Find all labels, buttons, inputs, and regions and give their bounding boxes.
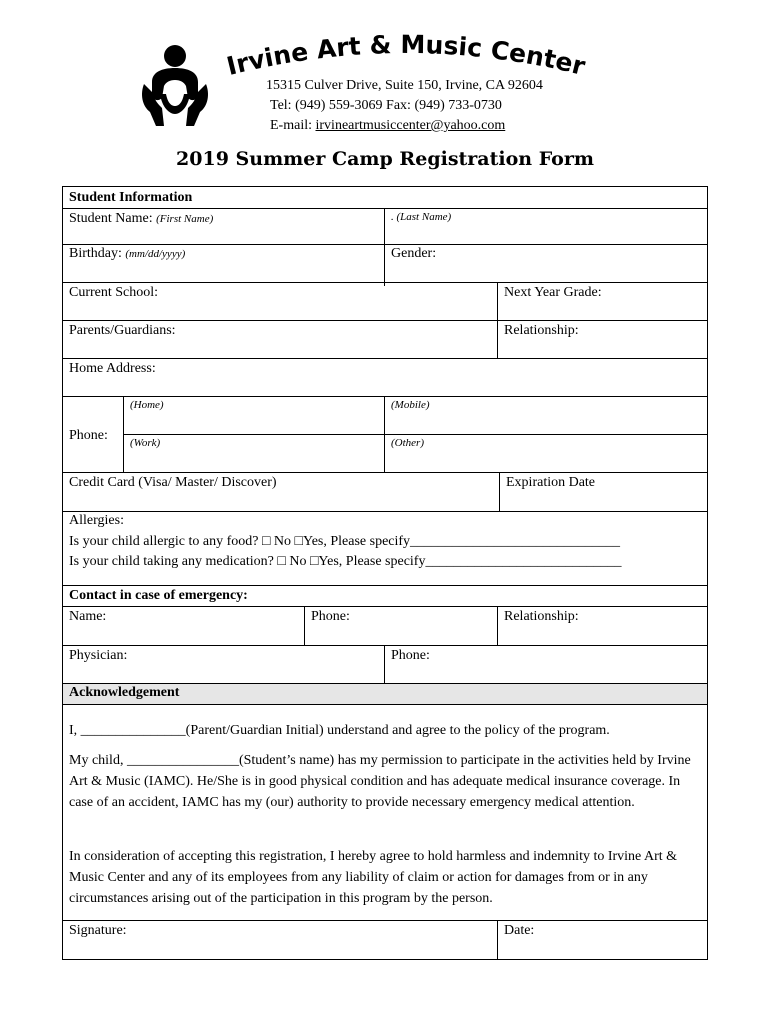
medication-question[interactable]: Is your child taking any medication? □ No □Yes, Please specify____________________________ (69, 554, 622, 569)
student-name-field[interactable]: Student Name: (First Name) (69, 211, 214, 226)
food-allergy-question[interactable]: Is your child allergic to any food? □ No □Yes, Please specify______________________________ (69, 534, 621, 549)
iamc-logo-figure-icon (136, 42, 216, 130)
date-field[interactable]: Date: (504, 923, 535, 938)
mobile-phone-field[interactable]: (Mobile) (391, 399, 430, 411)
expiration-date-field[interactable]: Expiration Date (506, 475, 596, 490)
form-title: 2019 Summer Camp Registration Form (176, 148, 594, 170)
physician-field[interactable]: Physician: (69, 648, 128, 663)
acknowledgement-heading: Acknowledgement (69, 685, 180, 700)
street-address: 15315 Culver Drive, Suite 150, Irvine, CA 92604 (266, 78, 543, 93)
ack-paragraph-initial: I, _______________(Parent/Guardian Initial) understand and agree to the policy of the program. (69, 723, 610, 738)
ack-paragraph-permission: My child, ________________(Student’s name) has my permission to participate in the activities held by Irvine Art & Music (IAMC). He/She is in good physical condition and has adequate medical insurance coverage. In case of an accident, IAMC has my (our) authority to provide necessary emergency medical attention. (69, 753, 691, 810)
current-school-field[interactable]: Current School: (69, 285, 159, 300)
email-link[interactable]: irvineartmusiccenter@yahoo.com (315, 118, 506, 133)
ack-paragraph-liability: In consideration of accepting this registration, I hereby agree to hold harmless and indemnity to Irvine Art & Music Center and any of its employees from any liability of claim or action for damages from or in any circumstances arising out of the participation in this program by the person. (69, 849, 678, 906)
emergency-name-field[interactable]: Name: (69, 609, 107, 624)
birthday-field[interactable]: Birthday: (mm/dd/yyyy) (69, 246, 186, 261)
emergency-relationship-field[interactable]: Relationship: (504, 609, 579, 624)
emergency-phone-field[interactable]: Phone: (311, 609, 350, 624)
address-block (266, 76, 543, 136)
work-phone-field[interactable]: (Work) (130, 437, 161, 449)
other-phone-field[interactable]: (Other) (391, 437, 424, 449)
emergency-contact-heading: Contact in case of emergency: (69, 588, 248, 603)
home-phone-field[interactable]: (Home) (130, 399, 164, 411)
allergies-label: Allergies: (69, 513, 124, 528)
next-year-grade-field[interactable]: Next Year Grade: (504, 285, 602, 300)
credit-card-field[interactable]: Credit Card (Visa/ Master/ Discover) (69, 475, 277, 490)
email-line: E-mail: irvineartmusiccenter@yahoo.com (270, 118, 506, 133)
gender-field[interactable]: Gender: (391, 246, 437, 261)
parents-guardians-field[interactable]: Parents/Guardians: (69, 323, 176, 338)
registration-form (62, 186, 708, 960)
student-info-heading: Student Information (69, 190, 193, 205)
parents-relationship-field[interactable]: Relationship: (504, 323, 579, 338)
svg-text:Irvine Art & Music Center: Irvine Art & Music Center (223, 29, 589, 81)
phone-fax-line: Tel: (949) 559-3069 Fax: (949) 733-0730 (270, 98, 502, 113)
phone-label: Phone: (69, 428, 108, 443)
physician-phone-field[interactable]: Phone: (391, 648, 430, 663)
signature-field[interactable]: Signature: (69, 923, 127, 938)
student-last-name-field[interactable]: . (Last Name) (391, 211, 452, 223)
home-address-field[interactable]: Home Address: (69, 361, 156, 376)
brand-logo-text (220, 20, 592, 82)
